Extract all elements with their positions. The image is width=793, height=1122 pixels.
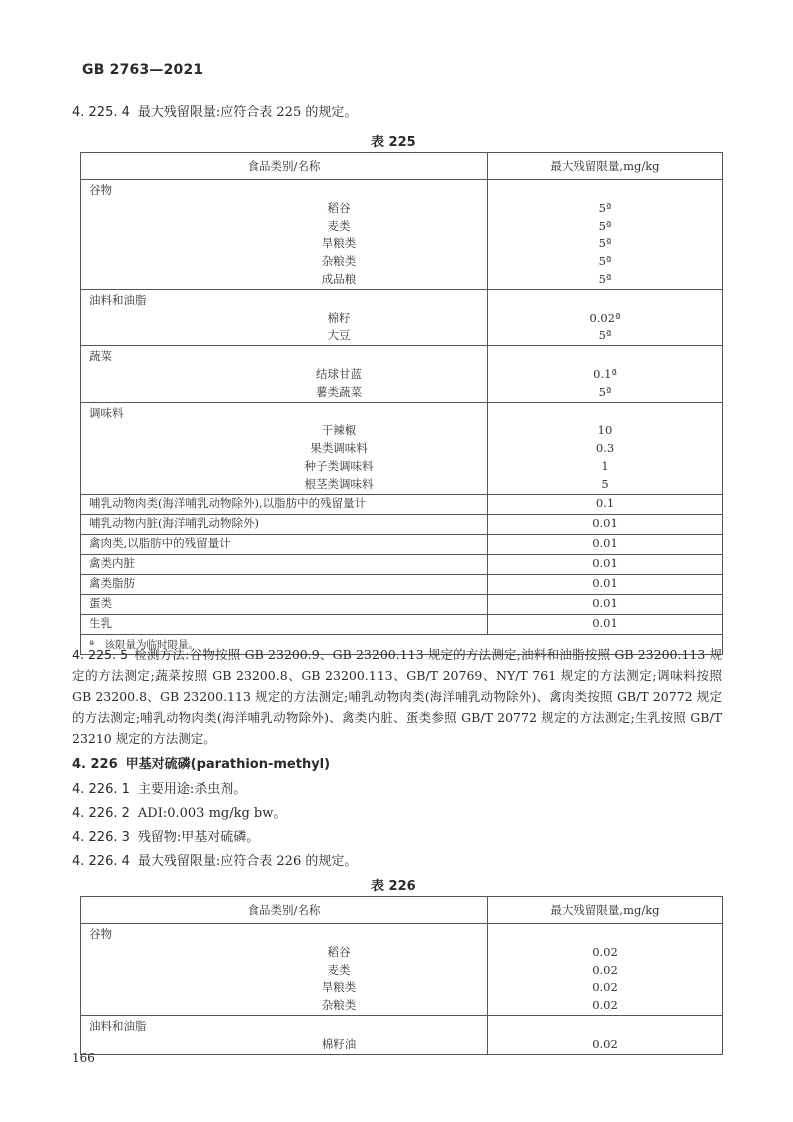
table-row [81,494,723,514]
item-value: 0.01 [488,514,723,534]
clause-number: 4. 225. 5 [72,647,129,662]
item-name: 棉籽 [327,310,351,325]
item-value: 0.02ª [589,310,621,325]
clause-text: ADI:0.003 mg/kg bw。 [137,806,287,821]
item-value: 0.02 [592,962,618,977]
clause-number: 4. 226 [72,757,118,772]
group-cell [81,402,488,494]
table-226-caption: 表 226 [371,879,416,894]
clause-number: 4. 225. 4 [72,105,130,120]
clause-number: 4. 226. 2 [72,806,130,821]
item-value: 5ª [598,200,612,215]
item-name: 大豆 [327,328,351,343]
clause-number: 4. 226. 4 [72,854,130,869]
value-cell [488,1015,723,1054]
item-value: 0.1ª [593,366,617,381]
standard-code-header: GB 2763—2021 [82,62,204,78]
group-cell [81,289,488,345]
item-name: 结球甘蓝 [316,366,362,381]
item-name: 哺乳动物肉类(海洋哺乳动物除外),以脂肪中的残留量计 [81,494,488,514]
item-name: 禽类内脏 [81,554,488,574]
group-cell [81,346,488,402]
clause-text: 主要用途:杀虫剂。 [137,782,247,797]
item-value: 5 [601,476,609,491]
group-name: 油料和油脂 [89,292,147,307]
item-name: 禽肉类,以脂肪中的残留量计 [81,534,488,554]
item-value: 0.3 [595,441,615,456]
item-name: 果类调味料 [310,441,368,456]
clause-4-225-5 [72,644,722,749]
item-name: 稻谷 [327,944,351,959]
group-name: 调味料 [89,405,124,420]
item-value: 0.01 [488,614,723,634]
value-cell [488,289,723,345]
item-name: 稻谷 [327,200,351,215]
item-name: 禽类脂肪 [81,574,488,594]
value-cell [488,180,723,290]
item-value: 0.01 [488,534,723,554]
item-name: 杂粮类 [321,998,357,1013]
item-name: 成品粮 [321,271,357,286]
table-226 [80,896,723,1055]
group-spacer [496,348,714,366]
table-row [81,514,723,534]
item-value: 5ª [598,328,612,343]
item-value: 0.1 [488,494,723,514]
group-spacer [496,405,714,423]
item-name: 旱粮类 [321,980,357,995]
col-max-residue-limit: 最大残留限量,mg/kg [488,153,723,180]
item-value: 1 [601,458,609,473]
item-value: 5ª [598,236,612,251]
table-226-body [81,924,723,1055]
clause-text: 最大残留限量:应符合表 225 的规定。 [137,105,358,120]
value-cell [488,346,723,402]
table-225-caption: 表 225 [371,135,416,150]
table-225 [80,152,723,655]
table-row [81,574,723,594]
table-225-footnote: ª 该限量为临时限量。 [81,634,723,654]
item-name: 旱粮类 [321,236,357,251]
group-cell [81,180,488,290]
item-name: 棉籽油 [321,1036,357,1051]
item-value: 5ª [598,254,612,269]
clause-title: 甲基对硫磷(parathion-methyl) [125,757,331,772]
group-row [81,289,723,345]
item-value: 0.02 [592,980,618,995]
item-name: 根茎类调味料 [304,476,374,491]
group-spacer [496,292,714,310]
table-225-body [81,180,723,635]
group-cell [81,1015,488,1054]
item-name: 麦类 [327,962,351,977]
item-value: 5ª [598,271,612,286]
table-row [81,534,723,554]
table-row [81,614,723,634]
group-spacer [496,926,714,944]
group-row [81,1015,723,1054]
item-name: 杂粮类 [321,254,357,269]
item-value: 0.01 [488,594,723,614]
clause-text: 最大残留限量:应符合表 226 的规定。 [137,854,358,869]
group-row [81,180,723,290]
col-food-category: 食品类别/名称 [81,897,488,924]
clause-number: 4. 226. 1 [72,782,130,797]
col-food-category: 食品类别/名称 [81,153,488,180]
item-value: 0.02 [592,1036,618,1051]
group-name: 谷物 [89,183,112,197]
clause-text: 残留物:甲基对硫磷。 [137,830,260,845]
clause-4-226-2 [72,805,286,822]
clause-4-226-1 [72,781,246,798]
page-number: 166 [72,1051,95,1065]
clause-number: 4. 226. 3 [72,830,130,845]
item-name: 蛋类 [81,594,488,614]
clause-4-226-heading [72,756,330,773]
item-value: 0.02 [592,944,618,959]
group-name: 谷物 [89,927,112,941]
clause-text: 检测方法:谷物按照 GB 23200.9、GB 23200.113 规定的方法测定;油料和油脂按照 GB 23200.113 规定的方法测定;蔬菜按照 GB 23200.8、GB 23200.113、GB/T 20769、NY/T 761 规定的方法测定;调味料按照 GB 23200.8、GB 23200.113 规定的方法测定;哺乳动物肉类(海洋哺乳动物除外)、禽肉类按照 GB/T 20772 规定的方法测定;哺乳动物肉类(海洋哺乳动物除外)、禽类内脏、蛋类参照 GB/T 20772 规定的方法测定;生乳按照 GB/T 23210 规定的方法测定。 [72,647,722,746]
item-value: 0.01 [488,574,723,594]
group-spacer [496,182,714,200]
item-name: 生乳 [81,614,488,634]
item-value: 10 [597,423,613,438]
group-spacer [496,1018,714,1036]
group-name: 油料和油脂 [89,1018,147,1033]
item-name: 哺乳动物内脏(海洋哺乳动物除外) [81,514,488,534]
group-cell [81,924,488,1016]
group-name: 蔬菜 [89,349,112,364]
item-name: 麦类 [327,218,351,233]
item-value: 0.01 [488,554,723,574]
col-max-residue-limit: 最大残留限量,mg/kg [488,897,723,924]
item-name: 种子类调味料 [304,458,374,473]
value-cell [488,924,723,1016]
clause-4-225-4 [72,104,357,121]
item-value: 0.02 [592,998,618,1013]
clause-4-226-3 [72,829,259,846]
table-row [81,594,723,614]
item-name: 干辣椒 [321,423,357,438]
clause-4-226-4 [72,853,357,870]
item-name: 薯类蔬菜 [316,384,362,399]
value-cell [488,402,723,494]
group-row [81,346,723,402]
table-row [81,554,723,574]
item-value: 5ª [598,218,612,233]
group-row [81,924,723,1016]
item-value: 5ª [598,384,612,399]
group-row [81,402,723,494]
